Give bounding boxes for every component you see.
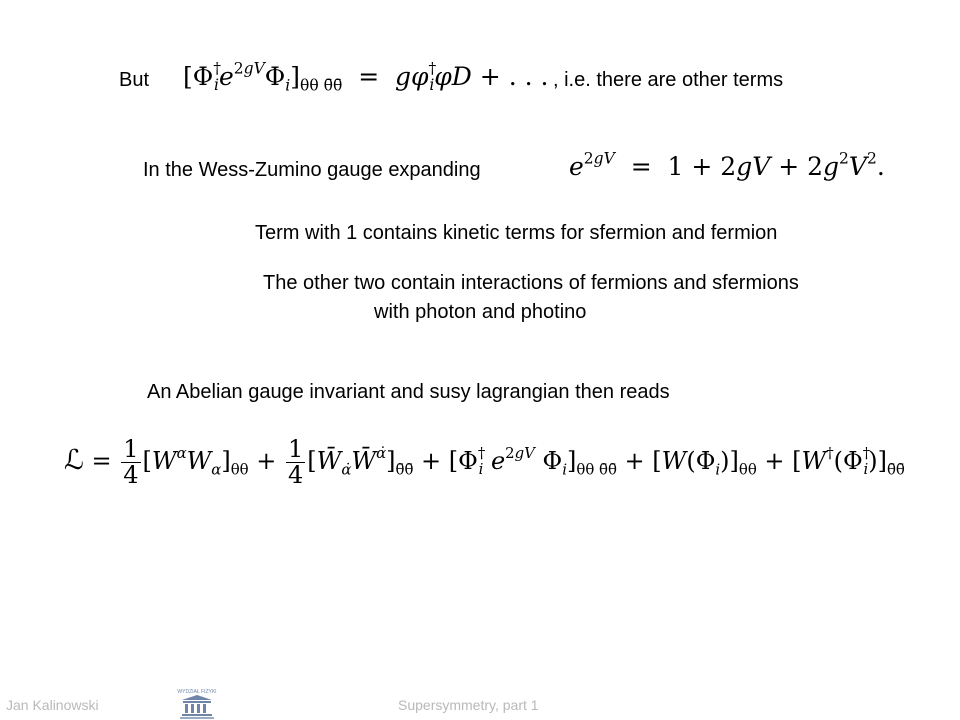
footer-title: Supersymmetry, part 1 <box>398 697 539 713</box>
interactions-text-line2: with photon and photino <box>374 301 587 323</box>
footer-author: Jan Kalinowski <box>6 697 99 713</box>
but-label: But <box>119 69 150 91</box>
equation-exponential-expansion: $e^{2gV} = 1 + 2gV + 2g^2V^2$. <box>569 149 885 181</box>
other-terms-text: , i.e. there are other terms <box>553 69 784 91</box>
equation-d-term: $[\Phi^\dagger_ie^{2gV}\Phi_i]_{\theta\theta \thetā\thetā} = g\varphi^\dagger_i\varphi D$ + . . . <box>183 59 549 95</box>
kinetic-terms-text: Term with 1 contains kinetic terms for sfermion and fermion <box>255 222 778 244</box>
interactions-text-line1: The other two contain interactions of fermions and sfermions <box>263 272 799 294</box>
lagrangian-intro-text: An Abelian gauge invariant and susy lagrangian then reads <box>147 381 670 403</box>
faculty-logo <box>170 686 224 720</box>
logo-text: WYDZIAŁ FIZYKI <box>177 689 217 695</box>
wess-zumino-text: In the Wess-Zumino gauge expanding <box>143 159 481 181</box>
equation-lagrangian: ℒ = $\frac{1}{4}$ $[W^\alpha W_\alpha]_{\theta\theta}$ + $\frac{1}{4}$ $[W̄_{\alphȧ}W̄^{\alphȧ}]_{\thetā\thetā} + [\Phi^\dagger_i$ $e^{2gV}$ $\Phi_i]_{\theta\theta \thetā\thetā} + [W(\Phi_i)]_{\theta\theta} + [W^\dagger(\Phi^\dagger_i)]_{\thetā\thetā}$ <box>64 435 905 490</box>
